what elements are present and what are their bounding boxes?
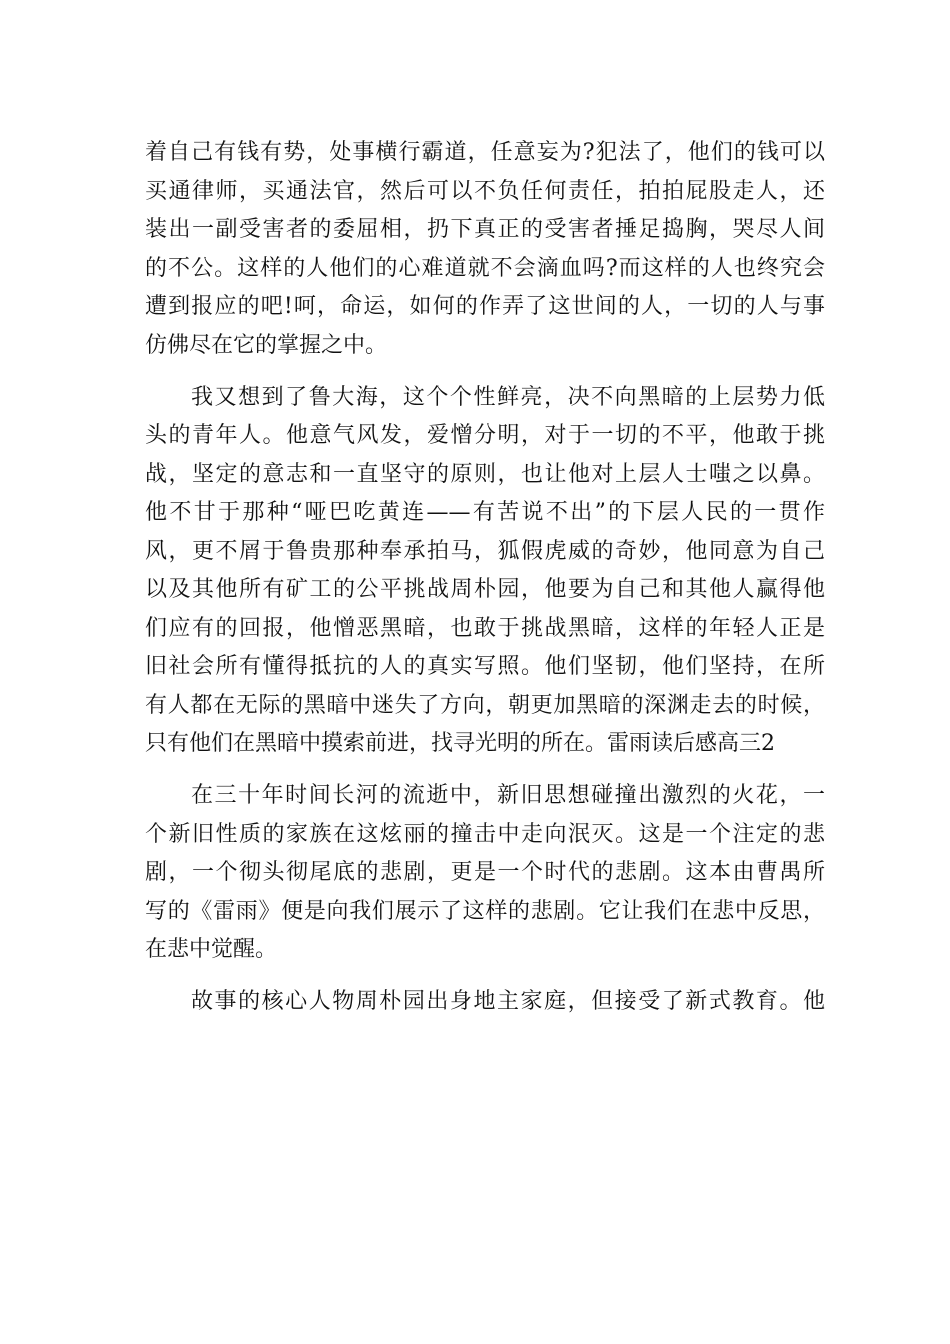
text-line: 有人都在无际的黑暗中迷失了方向，朝更加黑暗的深渊走去的时候， [145,692,825,718]
text-line: 他不甘于那种“哑巴吃黄连——有苦说不出”的下层人民的一贯作 [145,500,825,525]
paragraph [145,777,825,970]
paragraph [145,379,825,764]
text-line: 着自己有钱有势，处事横行霸道，任意妄为?犯法了，他们的钱可以 [145,140,825,165]
text-line: 买通律师，买通法官，然后可以不负任何责任，拍拍屁股走人，还 [145,178,825,204]
text-line: 只有他们在黑暗中摸索前进，找寻光明的所在。雷雨读后感高三2 [145,731,775,756]
text-line: 故事的核心人物周朴园出身地主家庭，但接受了新式教育。他 [191,989,825,1014]
text-line: 战，坚定的意志和一直坚守的原则，也让他对上层人士嗤之以鼻。 [145,461,825,487]
paragraph [145,134,825,365]
text-line: 以及其他所有矿工的公平挑战周朴园，他要为自己和其他人赢得他 [145,577,825,602]
text-line: 我又想到了鲁大海，这个个性鲜亮，决不向黑暗的上层势力低 [191,384,825,410]
text-line: 写的《雷雨》便是向我们展示了这样的悲剧。它让我们在悲中反思， [145,898,825,924]
text-line: 旧社会所有懂得抵抗的人的真实写照。他们坚韧，他们坚持，在所 [145,654,825,679]
paragraph [145,983,825,1022]
text-line: 们应有的回报，他憎恶黑暗，也敢于挑战黑暗，这样的年轻人正是 [145,615,825,641]
text-line: 个新旧性质的家族在这炫丽的撞击中走向泯灭。这是一个注定的悲 [145,821,825,847]
text-line: 仿佛尽在它的掌握之中。 [145,332,388,358]
text-line: 遭到报应的吧!呵，命运，如何的作弄了这世间的人，一切的人与事 [145,294,825,319]
document-body [145,134,825,1022]
text-line: 在三十年时间长河的流逝中，新旧思想碰撞出激烈的火花，一 [191,783,825,808]
paragraph-gap [145,365,825,379]
text-line: 风，更不屑于鲁贵那种奉承拍马，狐假虎威的奇妙，他同意为自己 [145,538,825,564]
text-line: 装出一副受害者的委屈相，扔下真正的受害者捶足捣胸，哭尽人间 [145,217,825,242]
paragraph-gap [145,970,825,984]
paragraph-gap [145,764,825,778]
text-line: 的不公。这样的人他们的心难道就不会滴血吗?而这样的人也终究会 [145,255,825,281]
text-line: 在悲中觉醒。 [145,937,278,962]
text-line: 剧，一个彻头彻尾底的悲剧，更是一个时代的悲剧。这本由曹禺所 [145,860,825,885]
text-line: 头的青年人。他意气风发，爱憎分明，对于一切的不平，他敢于挑 [145,423,825,448]
